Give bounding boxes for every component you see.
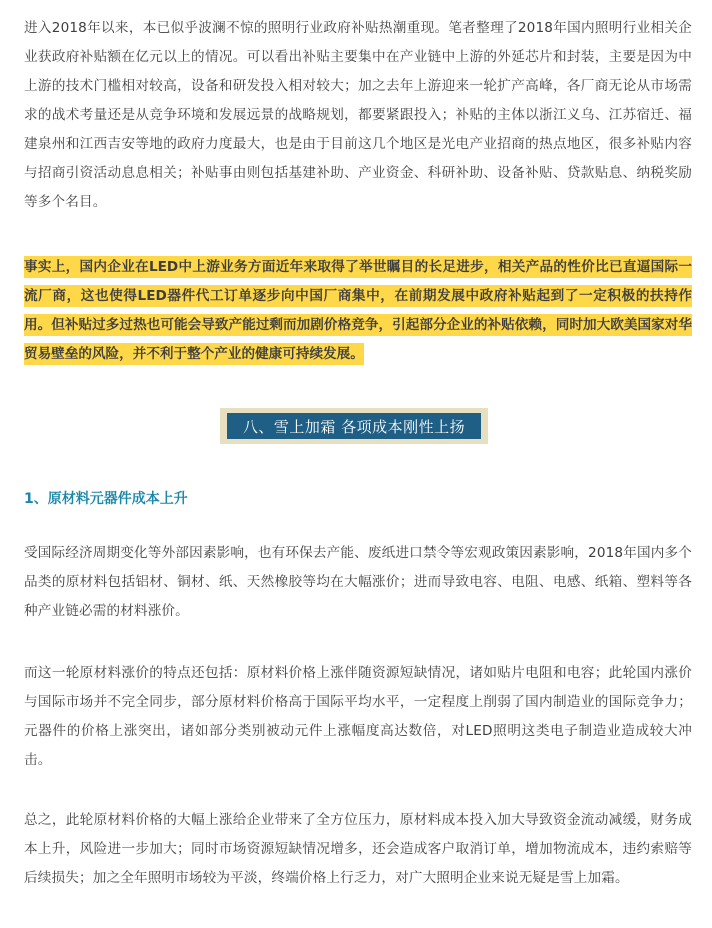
highlighted-text: 事实上，国内企业在LED中上游业务方面近年来取得了举世瞩目的长足进步，相关产品的性价比已直逼国际一流厂商，这也使得LED器件代工订单逐步向中国厂商集中，在前期发展中政府补贴起到了一定积极的扶持作用。但补贴过多过热也可能会导致产能过剩而加剧价格竞争，引起部分企业的补贴依赖，同时加大欧美国家对华贸易壁垒的风险，并不利于整个产业的健康可持续发展。 xyxy=(24,256,692,365)
price-features-paragraph: 而这一轮原材料涨价的特点还包括：原材料价格上涨伴随资源短缺情况，诸如贴片电阻和电容；此轮国内涨价与国际市场并不完全同步，部分原材料价格高于国际平均水平，一定程度上削弱了国内制造业的国际竞争力；元器件的价格上涨突出，诸如部分类别被动元件上涨幅度高达数倍，对LED照明这类电子制造业造成较大冲击。 xyxy=(24,665,692,768)
section-banner xyxy=(220,408,488,444)
materials-paragraph: 受国际经济周期变化等外部因素影响，也有环保去产能、废纸进口禁令等宏观政策因素影响，2018年国内多个品类的原材料包括铝材、铜材、纸、天然橡胶等均在大幅涨价；进而导致电容、电阻、电感、纸箱、塑料等各种产业链必需的材料涨价。 xyxy=(24,545,692,619)
highlighted-paragraph xyxy=(24,253,692,369)
intro-paragraph: 进入2018年以来，本已似乎波澜不惊的照明行业政府补贴热潮重现。笔者整理了2018年国内照明行业相关企业获政府补贴额在亿元以上的情况。可以看出补贴主要集中在产业链中上游的外延芯片和封装，主要是因为中上游的技术门槛相对较高，设备和研发投入相对较大；加之去年上游迎来一轮扩产高峰，各厂商无论从市场需求的战术考量还是从竞争环境和发展远景的战略规划，都要紧跟投入；补贴的主体以浙江义乌、江苏宿迁、福建泉州和江西吉安等地的政府力度最大，也是由于目前这几个地区是光电产业招商的热点地区，很多补贴内容与招商引资活动息息相关；补贴事由则包括基建补助、产业资金、科研补助、设备补贴、贷款贴息、纳税奖励等多个名目。 xyxy=(24,20,692,210)
conclusion-paragraph: 总之，此轮原材料价格的大幅上涨给企业带来了全方位压力，原材料成本投入加大导致资金流动减缓，财务成本上升，风险进一步加大；同时市场资源短缺情况增多，还会造成客户取消订单，增加物流成本，违约索赔等后续损失；加之全年照明市场较为平淡，终端价格上行乏力，对广大照明企业来说无疑是雪上加霜。 xyxy=(24,812,692,886)
section-title: 八、雪上加霜 各项成本刚性上扬 xyxy=(227,413,481,439)
subsection-heading: 1、原材料元器件成本上升 xyxy=(24,491,188,507)
